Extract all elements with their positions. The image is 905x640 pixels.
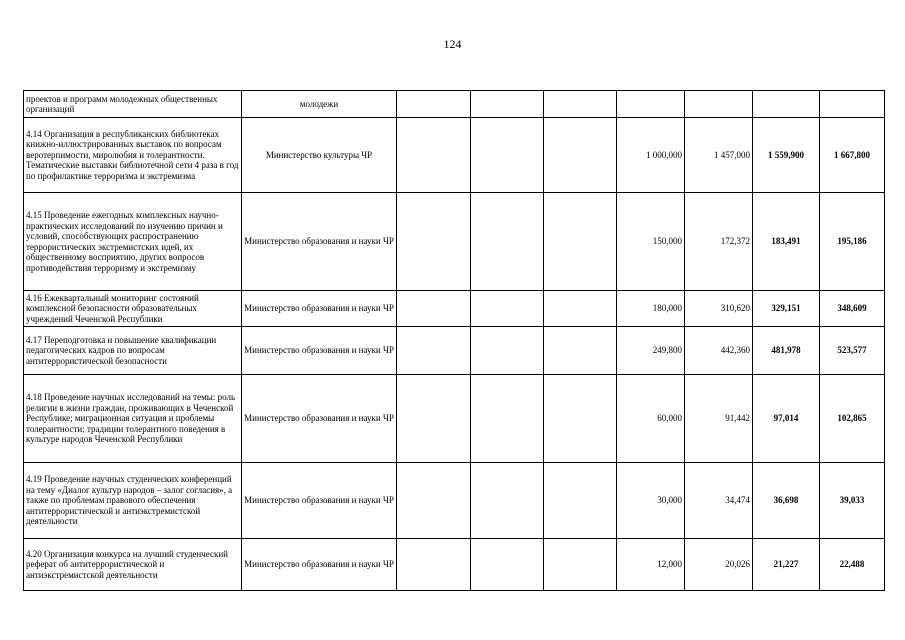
table-row <box>24 539 885 591</box>
executor-cell: молодежи <box>242 91 397 118</box>
value-2013-cell <box>685 91 753 118</box>
empty-cell <box>397 327 471 375</box>
empty-cell <box>544 463 617 539</box>
executor-cell: Министерство образования и науки ЧР <box>242 193 397 291</box>
value-2013-cell: 310,620 <box>685 291 753 327</box>
table-row <box>24 91 885 118</box>
value-2012-cell: 249,800 <box>617 327 685 375</box>
empty-cell <box>397 193 471 291</box>
value-2015-cell <box>820 91 885 118</box>
activity-cell: 4.16 Ежеквартальный мониторинг состояний комплексной безопасности образовательных учреждений Чеченской Республики <box>24 291 242 327</box>
empty-cell <box>397 118 471 193</box>
activity-cell: 4.18 Проведение научных исследований на темы: роль религии в жизни граждан, проживающих в Чеченской Республике; миграционная ситуация и проблемы толерантности; традиции толерантного поведения в культуре народов Чеченской Республики <box>24 375 242 463</box>
value-2015-cell: 1 667,800 <box>820 118 885 193</box>
value-2014-cell: 21,227 <box>753 539 820 591</box>
value-2015-cell: 39,033 <box>820 463 885 539</box>
empty-cell <box>544 193 617 291</box>
budget-table <box>23 90 885 591</box>
value-2013-cell: 34,474 <box>685 463 753 539</box>
value-2014-cell: 329,151 <box>753 291 820 327</box>
value-2013-cell: 91,442 <box>685 375 753 463</box>
value-2014-cell: 36,698 <box>753 463 820 539</box>
table-row <box>24 463 885 539</box>
empty-cell <box>544 539 617 591</box>
table-row <box>24 291 885 327</box>
value-2012-cell: 1 000,000 <box>617 118 685 193</box>
empty-cell <box>544 118 617 193</box>
value-2012-cell <box>617 91 685 118</box>
empty-cell <box>471 118 544 193</box>
table-row <box>24 327 885 375</box>
value-2013-cell: 442,360 <box>685 327 753 375</box>
activity-cell: 4.17 Переподготовка и повышение квалификации педагогических кадров по вопросам антитеррористической безопасности <box>24 327 242 375</box>
empty-cell <box>397 375 471 463</box>
value-2012-cell: 150,000 <box>617 193 685 291</box>
activity-cell: проектов и программ молодежных общественных организаций <box>24 91 242 118</box>
empty-cell <box>544 91 617 118</box>
value-2014-cell: 1 559,900 <box>753 118 820 193</box>
empty-cell <box>471 375 544 463</box>
empty-cell <box>397 539 471 591</box>
empty-cell <box>544 375 617 463</box>
value-2013-cell: 20,026 <box>685 539 753 591</box>
value-2015-cell: 22,488 <box>820 539 885 591</box>
value-2012-cell: 180,000 <box>617 291 685 327</box>
empty-cell <box>471 291 544 327</box>
activity-cell: 4.20 Организация конкурса на лучший студенческий реферат об антитеррористической и антиэкстремистской деятельности <box>24 539 242 591</box>
empty-cell <box>397 91 471 118</box>
value-2012-cell: 60,000 <box>617 375 685 463</box>
value-2015-cell: 102,865 <box>820 375 885 463</box>
empty-cell <box>471 327 544 375</box>
value-2015-cell: 195,186 <box>820 193 885 291</box>
empty-cell <box>397 291 471 327</box>
value-2015-cell: 523,577 <box>820 327 885 375</box>
activity-cell: 4.14 Организация в республиканских библиотеках книжно-иллюстрированных выставок по вопросам веротерпимости, миролюбия и толерантности. Тематические выставки библиотечной сети 4 раза в год по профилактике терроризма и экстремизма <box>24 118 242 193</box>
value-2013-cell: 1 457,000 <box>685 118 753 193</box>
table-row <box>24 193 885 291</box>
activity-cell: 4.15 Проведение ежегодных комплексных научно-практических исследований по изучению причин и условий, способствующих распространению террористических экстремистских идей, их общественному восприятию, других вопросов противодействия терроризму и экстремизму <box>24 193 242 291</box>
empty-cell <box>397 463 471 539</box>
value-2014-cell: 97,014 <box>753 375 820 463</box>
empty-cell <box>471 463 544 539</box>
empty-cell <box>544 291 617 327</box>
executor-cell: Министерство образования и науки ЧР <box>242 539 397 591</box>
executor-cell: Министерство образования и науки ЧР <box>242 327 397 375</box>
value-2012-cell: 30,000 <box>617 463 685 539</box>
empty-cell <box>471 91 544 118</box>
empty-cell <box>471 193 544 291</box>
table-row <box>24 118 885 193</box>
table-row <box>24 375 885 463</box>
value-2014-cell: 183,491 <box>753 193 820 291</box>
empty-cell <box>471 539 544 591</box>
value-2014-cell <box>753 91 820 118</box>
activity-cell: 4.19 Проведение научных студенческих конференций на тему «Диалог культур народов – залог согласия», а также по проблемам правового обеспечения антитеррористической и антиэкстремистской деятельности <box>24 463 242 539</box>
executor-cell: Министерство культуры ЧР <box>242 118 397 193</box>
executor-cell: Министерство образования и науки ЧР <box>242 463 397 539</box>
executor-cell: Министерство образования и науки ЧР <box>242 375 397 463</box>
value-2012-cell: 12,000 <box>617 539 685 591</box>
executor-cell: Министерство образования и науки ЧР <box>242 291 397 327</box>
value-2013-cell: 172,372 <box>685 193 753 291</box>
value-2015-cell: 348,609 <box>820 291 885 327</box>
page-number: 124 <box>443 37 462 51</box>
empty-cell <box>544 327 617 375</box>
value-2014-cell: 481,978 <box>753 327 820 375</box>
